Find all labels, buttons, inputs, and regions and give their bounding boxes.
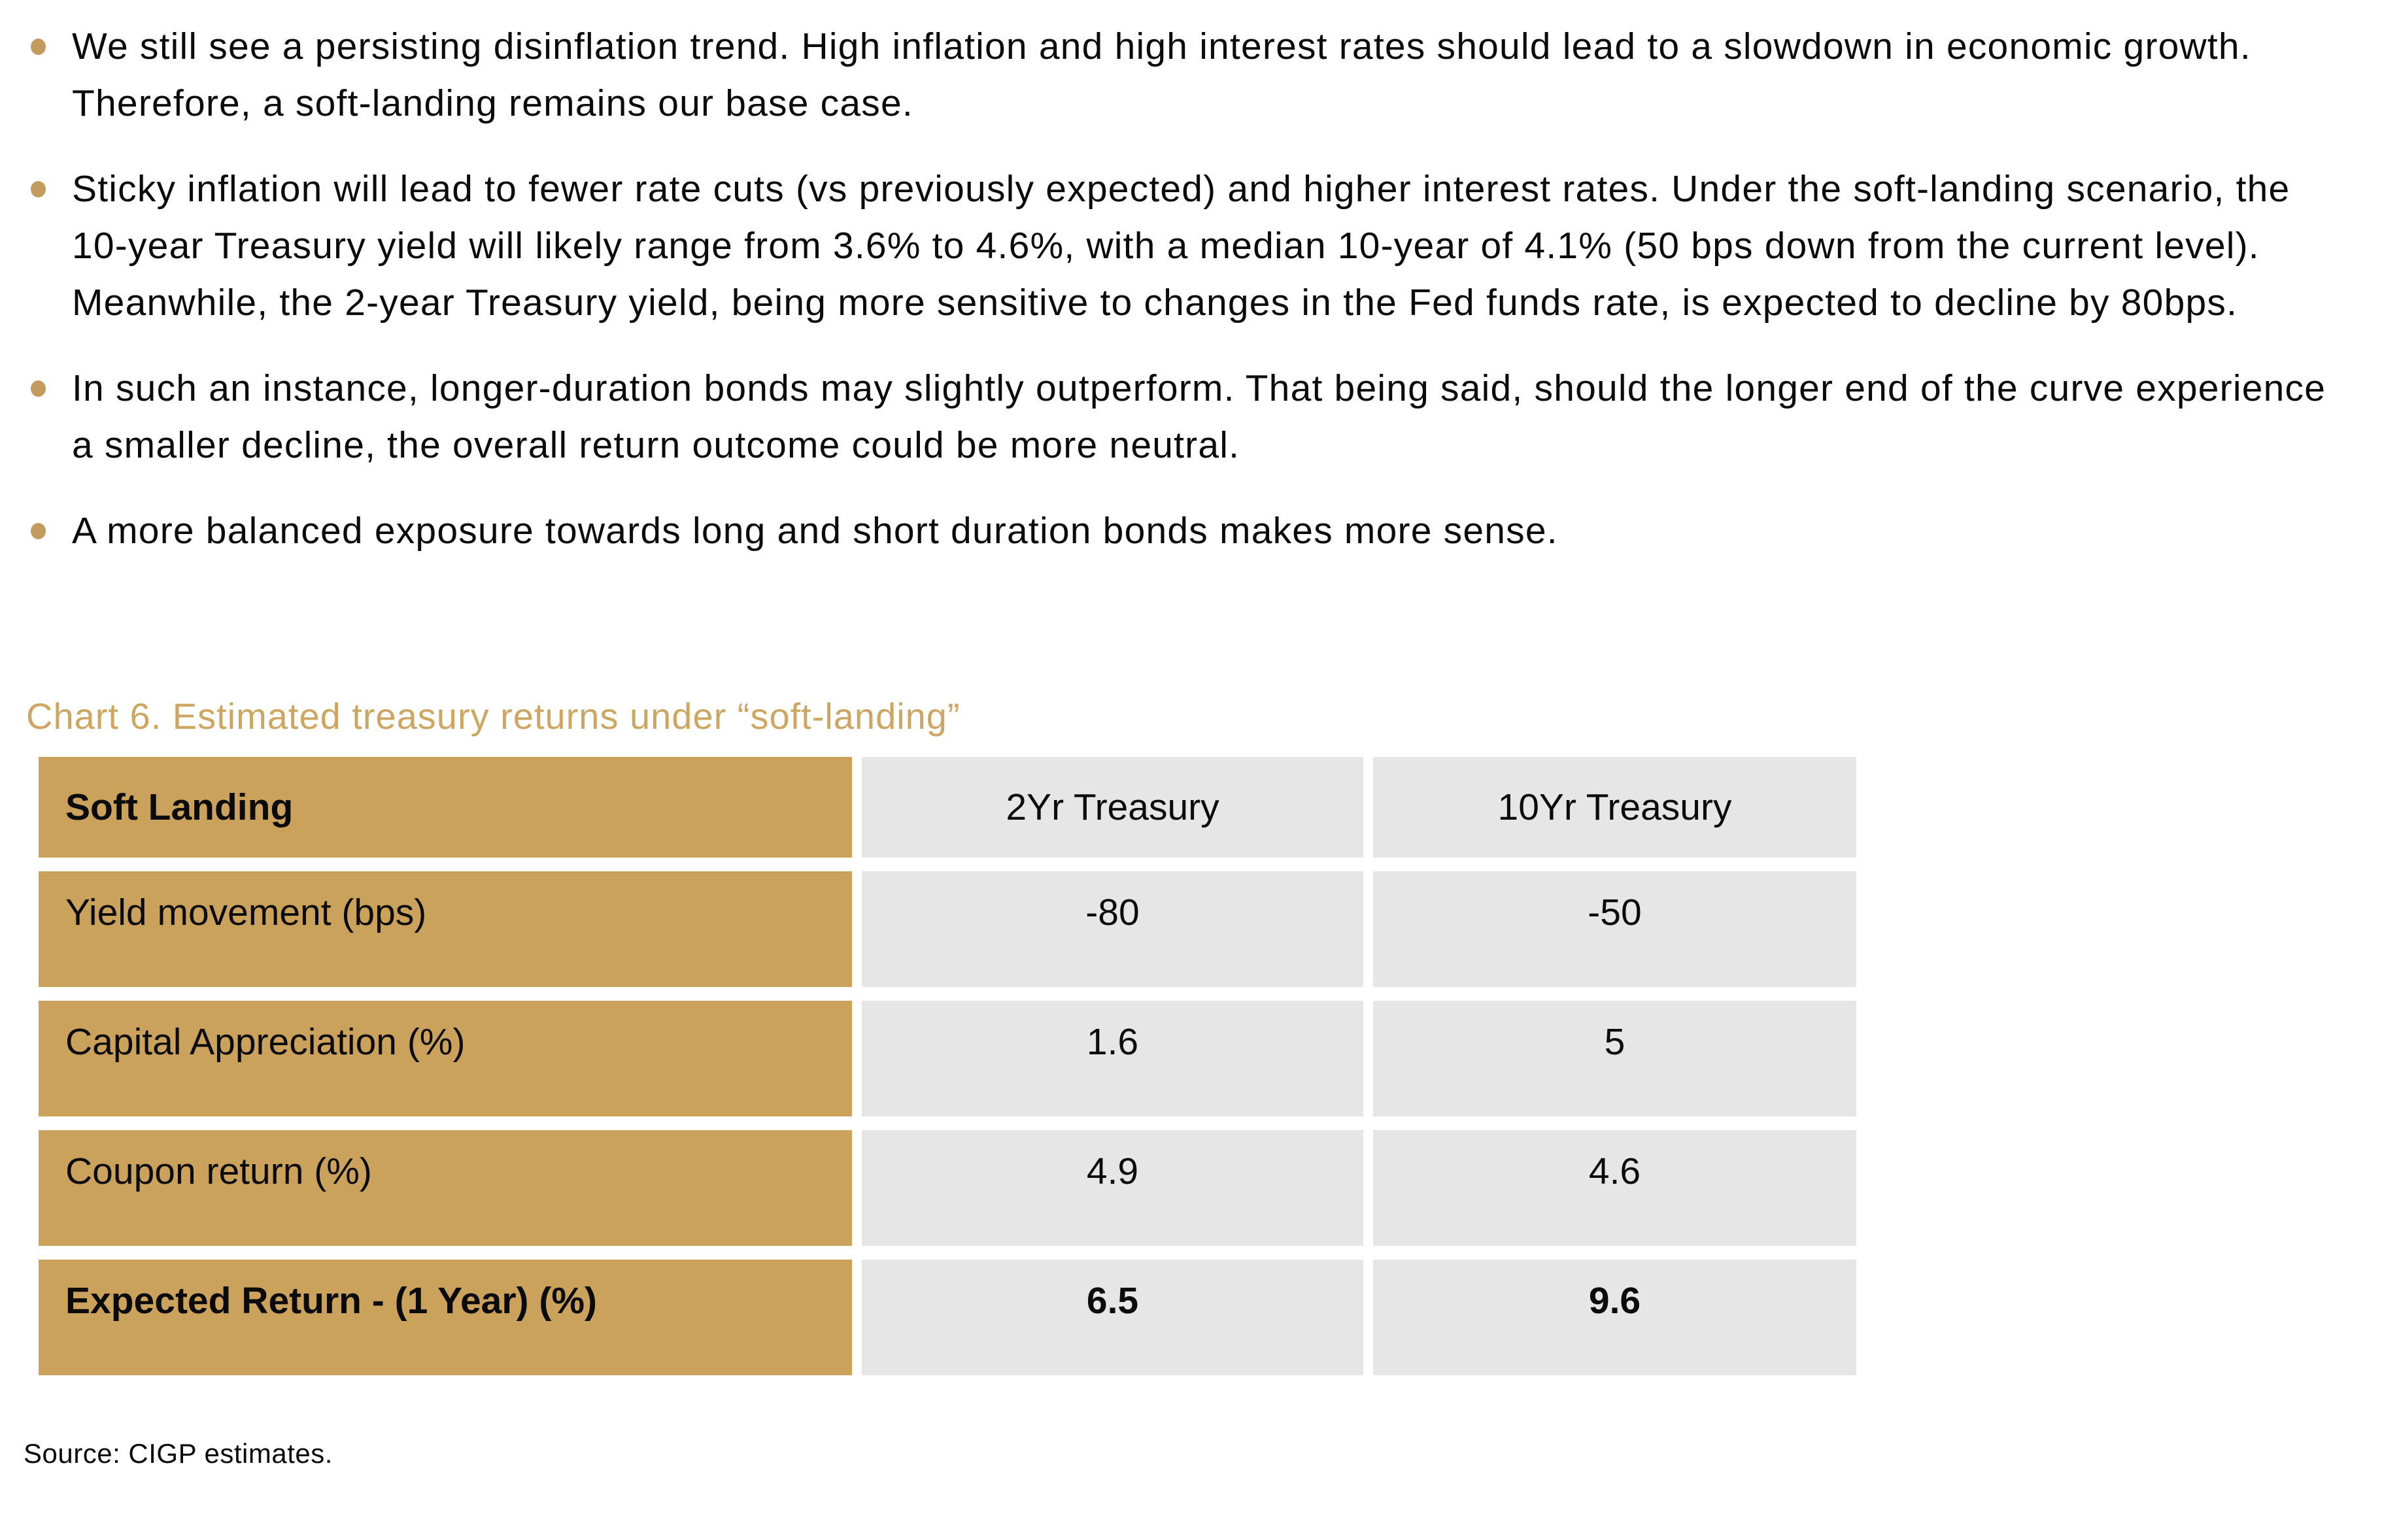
table-cell-value: 4.6: [1373, 1130, 1856, 1246]
table-header-2yr: 2Yr Treasury: [862, 757, 1363, 858]
table-row-label: Coupon return (%): [39, 1130, 852, 1246]
table-cell-value: 9.6: [1373, 1260, 1856, 1375]
table-header-10yr: 10Yr Treasury: [1373, 757, 1856, 858]
bullet-marker-icon: [31, 523, 46, 539]
table-cell-value: 5: [1373, 1001, 1856, 1116]
table-cell-value: -50: [1373, 871, 1856, 987]
bullet-item: [31, 360, 2327, 474]
bullet-item: [31, 161, 2327, 331]
bullet-marker-icon: [31, 39, 46, 55]
source-note: Source: CIGP estimates.: [24, 1438, 333, 1469]
bullet-item: [31, 503, 2327, 560]
table-cell-value: -80: [862, 871, 1363, 987]
table-header-scenario: Soft Landing: [39, 757, 852, 858]
bullet-marker-icon: [31, 181, 46, 197]
chart-title: Chart 6. Estimated treasury returns under “soft-landing”: [26, 695, 961, 737]
bullet-text: A more balanced exposure towards long and short duration bonds makes more sense.: [72, 510, 1558, 552]
bullet-item: [31, 18, 2327, 132]
bullet-text: In such an instance, longer-duration bonds may slightly outperform. That being said, should the longer end of the curve experience a smaller decline, the overall return outcome could be more neutral.: [72, 367, 2326, 466]
bullet-marker-icon: [31, 380, 46, 397]
bullet-text: Sticky inflation will lead to fewer rate cuts (vs previously expected) and higher interest rates. Under the soft-landing scenario, the 10-year Treasury yield will likely range from 3.6% to 4.6%, with a median 10-year of 4.1% (50 bps down from the current level). Meanwhile, the 2-year Treasury yield, being more sensitive to changes in the Fed funds rate, is expected to decline by 80bps.: [72, 168, 2290, 324]
table-row-label: Expected Return - (1 Year) (%): [39, 1260, 852, 1375]
table-row-label: Yield movement (bps): [39, 871, 852, 987]
bullet-text: We still see a persisting disinflation trend. High inflation and high interest rates should lead to a slowdown in economic growth. Therefore, a soft-landing remains our base case.: [72, 25, 2251, 124]
treasury-returns-table: [39, 757, 1856, 1375]
bullet-list: [0, 0, 2399, 560]
table-row-label: Capital Appreciation (%): [39, 1001, 852, 1116]
table-cell-value: 4.9: [862, 1130, 1363, 1246]
table-cell-value: 6.5: [862, 1260, 1363, 1375]
table-cell-value: 1.6: [862, 1001, 1363, 1116]
